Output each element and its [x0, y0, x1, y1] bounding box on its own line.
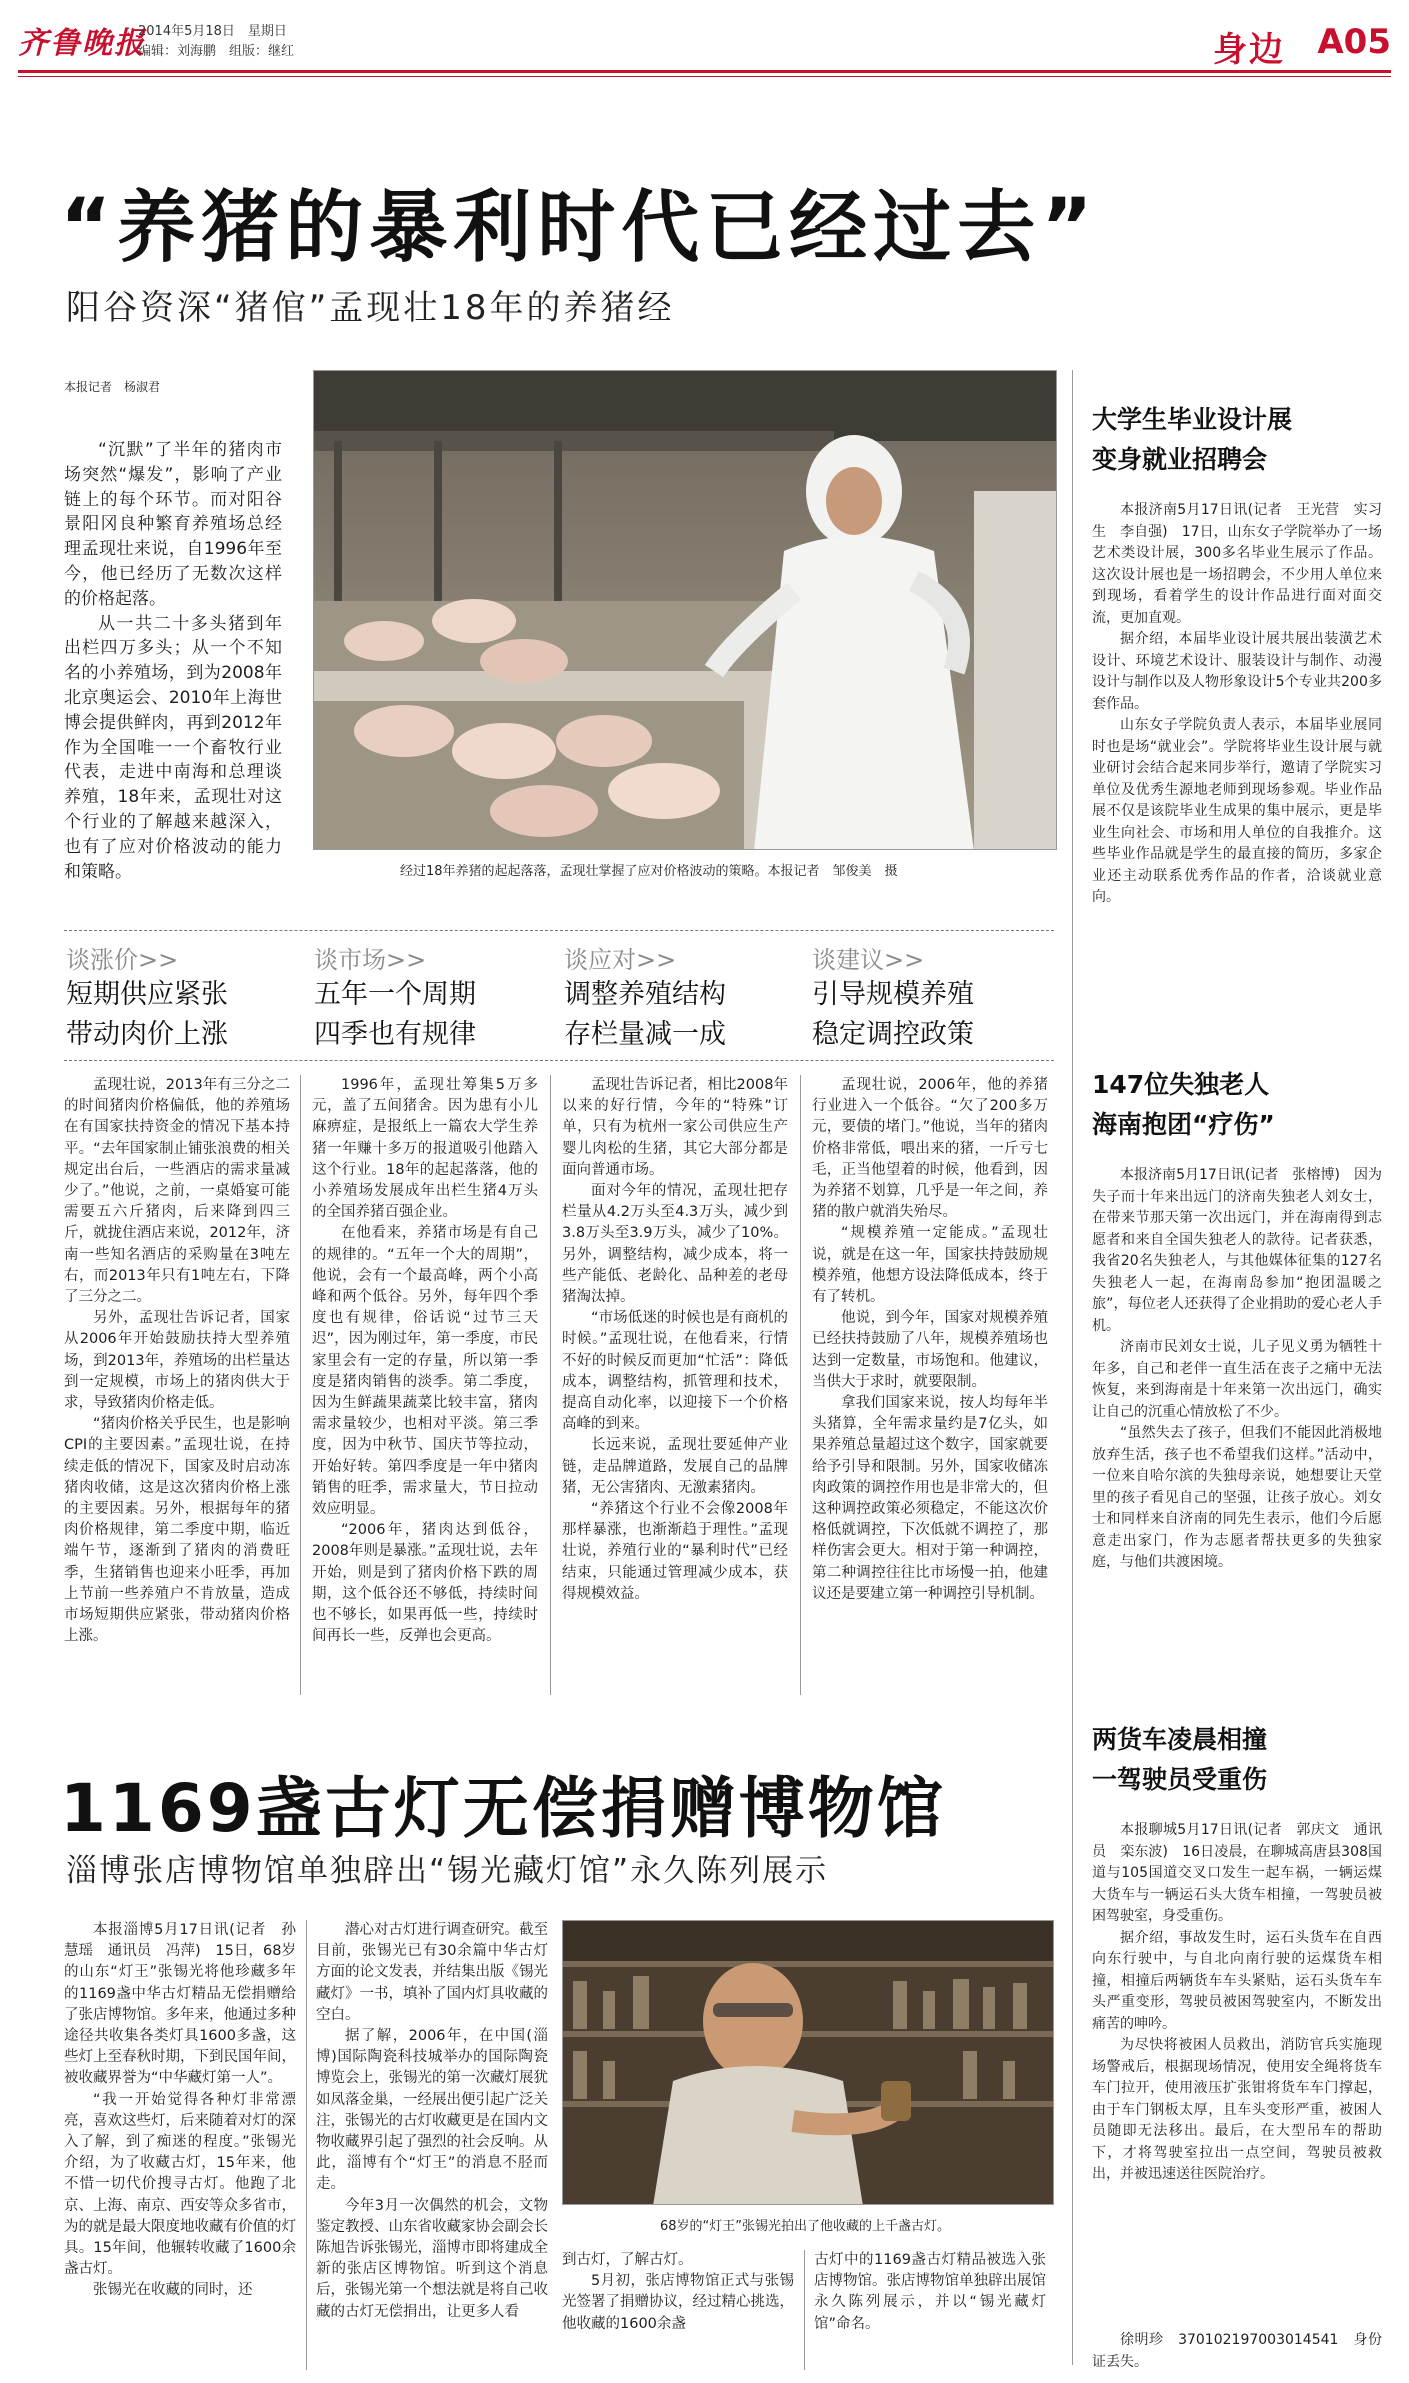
lead-paragraph: 从一共二十多头猪到年出栏四万多头；从一个不知名的小养殖场，到为2008年北京奥运会、2010年上海世博会提供鲜肉，再到2012年作为全国唯一一个畜牧行业代表，走进中南海和总理谈养殖，18年来，孟现壮对这个行业的了解越来越深入，也有了应对价格波动的能力和策略。: [64, 613, 282, 882]
story2-body-col: [562, 2250, 794, 2335]
column-rule: [550, 1075, 551, 1695]
story2-body-col: [64, 1920, 296, 2370]
sidebar-headline-line: 147位失独老人: [1092, 1070, 1270, 1099]
column-rule: [800, 1075, 801, 1695]
sidebar-headline-line: 海南抱团“疗伤”: [1092, 1110, 1275, 1139]
body-paragraph: 1996年，孟现壮筹集5万多元，盖了五间猪舍。因为患有小儿麻痹症，是报纸上一篇农大学生养猪一年赚十多万的报道吸引他踏入这个行业。18年的起起落落，他的小养殖场发展成年出栏生猪4万头的全国养猪百强企业。: [312, 1077, 538, 1221]
notice-text: 徐明珍 370102197003014541 身份证丢失。: [1092, 2332, 1382, 2370]
page-number: A05: [1317, 22, 1391, 62]
body-paragraph: 他说，到今年，国家对规模养殖已经扶持鼓励了八年，规模养殖场也达到一定数量，市场饱和。他建议，当供大于求时，就要限制。: [812, 1310, 1048, 1390]
body-paragraph: “规模养殖一定能成。”孟现壮说，就是在这一年，国家扶持鼓励规模养殖，他想方设法降低成本，终于有了转机。: [812, 1225, 1048, 1306]
sidebar-headline-line: 大学生毕业设计展: [1092, 405, 1293, 434]
masthead: [18, 18, 1391, 70]
sidebar-headline-line: 变身就业招聘会: [1092, 445, 1268, 474]
section-title: [314, 975, 476, 1055]
section-body: [64, 1075, 290, 1705]
issue-date: 2014年5月18日 星期日: [138, 24, 287, 39]
lost-id-notice: [1092, 2330, 1382, 2373]
story2-body-col: [814, 2250, 1046, 2335]
section-title-line: 短期供应紧张: [66, 979, 228, 1010]
column-rule: [804, 2250, 805, 2370]
sidebar-headline: [1092, 400, 1292, 480]
section-body: [562, 1075, 788, 1705]
story2-headline: 1169盏古灯无偿捐赠博物馆: [60, 1770, 946, 1847]
body-paragraph: 孟现壮说，2006年，他的养猪行业进入一个低谷。“欠了200多万元，要债的堵门。”他说，当年的猪肉价格非常低，喂出来的猪，一斤亏七毛，正当他望着的时候，他看到，因为养猪不划算，几乎是一年之间，养猪的散户就消失殆尽。: [812, 1077, 1048, 1221]
body-paragraph: 济南市民刘女士说，儿子见义勇为牺牲十年多，自己和老伴一直生活在丧子之痛中无法恢复，来到海南是十年来第一次出远门，确实让自己的沉重心情放松了不少。: [1092, 1339, 1382, 1420]
section-divider: [64, 930, 1054, 931]
sidebar-headline: [1092, 1065, 1275, 1145]
body-paragraph: 今年3月一次偶然的机会，文物鉴定教授、山东省收藏家协会副会长陈旭告诉张锡光，淄博市即将建成全新的张店区博物馆。听到这个消息后，张锡光第一个想法就是将自己收藏的古灯无偿捐出，让更多人看: [316, 2197, 548, 2320]
masthead-rule: [18, 70, 1391, 73]
pig-photo-caption: 经过18年养猪的起起落落，孟现壮掌握了应对价格波动的策略。本报记者 邹俊美 摄: [400, 864, 898, 879]
sidebar-headline-line: 两货车凌晨相撞: [1092, 1725, 1268, 1754]
section-divider: [64, 1060, 1054, 1061]
section-title-line: 存栏量减一成: [564, 1019, 726, 1050]
body-paragraph: 孟现壮说，2013年有三分之二的时间猪肉价格偏低，他的养殖场在有国家扶持资金的情况下基本持平。“去年国家制止铺张浪费的相关规定出台后，一些酒店的需求量减少了。”他说，之前，一桌婚宴可能需要五六斤猪肉，后来降到四三斤，就拢住酒店来说，2012年，济南一些知名酒店的采购量在3吨左右，而2013年只有1吨左右，下降了三分之二。: [64, 1077, 290, 1306]
section-title-line: 带动肉价上涨: [66, 1019, 228, 1050]
body-paragraph: “养猪这个行业不会像2008年那样暴涨，也渐渐趋于理性。”孟现壮说，养殖行业的“暴利时代”已经结束，只能通过管理减少成本，获得规模效益。: [562, 1501, 788, 1602]
lamp-collection-illustration: [563, 1921, 1054, 2205]
section-name: 身边: [1213, 30, 1285, 70]
column-rule: [300, 1075, 301, 1695]
section-body: [312, 1075, 538, 1705]
body-paragraph: 为尽快将被困人员救出，消防官兵实施现场警戒后，根据现场情况，使用安全绳将货车车门拉开，使用液压扩张钳将货车车门撑起，由于车门钢板太厚，且车头变形严重，被困人员随即无法移出。最后，在大型吊车的帮助下，才将驾驶室拉出一点空间，驾驶员被救出，并被迅速送往医院治疗。: [1092, 2037, 1382, 2182]
sidebar-body: [1092, 1165, 1382, 1695]
story1-byline: 本报记者 杨淑君: [64, 380, 161, 394]
column-rule: [306, 1920, 307, 2370]
section-title-line: 四季也有规律: [314, 1019, 476, 1050]
lamp-photo-caption: 68岁的“灯王”张锡光拍出了他收藏的上千盏古灯。: [660, 2219, 951, 2234]
story2-subheadline: 淄博张店博物馆单独辟出“锡光藏灯馆”永久陈列展示: [66, 1853, 829, 1889]
section-kicker: 谈应对>>: [564, 946, 677, 974]
body-paragraph: 在他看来，养猪市场是有自己的规律的。“五年一个大的周期”，他说，会有一个最高峰，两个小高峰和两个低谷。另外，每年四个季度也有规律，俗话说“过节三天迟”，因为刚过年，第一季度，市民家里会有一定的存量，所以第一季度是猪肉销售的淡季。第二季度，因为生鲜蔬果蔬菜比较丰富，猪肉需求量较少，也相对平淡。第三季度，因为中秋节、国庆节等拉动，开始好转。第四季度是一年中猪肉销售的旺季，需求量大，节日拉动效应明显。: [312, 1225, 538, 1518]
sidebar-headline: [1092, 1720, 1267, 1800]
story1-headline: “养猪的暴利时代已经过去”: [60, 183, 1099, 273]
body-paragraph: 面对今年的情况，孟现壮把存栏量从4.2万头至4.3万头，减少到3.8万头至3.9万头，减少了10%。另外，调整结构，减少成本，将一些产能低、老龄化、品种差的老母猪淘汰掉。: [562, 1183, 788, 1306]
body-paragraph: 本报聊城5月17日讯(记者 郭庆文 通讯员 栾东波) 16日凌晨，在聊城高唐县308国道与105国道交叉口发生一起车祸，一辆运煤大货车与一辆运石头大货车相撞，一驾驶员被困驾驶室，身受重伤。: [1092, 1822, 1382, 1924]
body-paragraph: 潜心对古灯进行调查研究。截至目前，张锡光已有30余篇中华古灯方面的论文发表，并结集出版《锡光藏灯》一书，填补了国内灯具收藏的空白。: [316, 1922, 548, 2023]
pig-farm-illustration: [314, 371, 1057, 850]
section-title-line: 五年一个周期: [314, 979, 476, 1010]
masthead-rule-thin: [18, 76, 1391, 77]
body-paragraph: “市场低迷的时候也是有商机的时候。”孟现壮说，在他看来，行情不好的时候反而更加“忙活”：降低成本，调整结构，抓管理和技术，提高自动化率，以迎接下一个价格高峰的到来。: [562, 1310, 788, 1433]
pig-farm-photo: [313, 370, 1057, 850]
body-paragraph: 另外，孟现壮告诉记者，国家从2006年开始鼓励扶持大型养殖场，到2013年，养殖场的出栏量达到一定规模，市场上的猪肉供大于求，导致猪肉价格走低。: [64, 1310, 290, 1412]
body-paragraph: “2006年，猪肉达到低谷，2008年则是暴涨。”孟现壮说，去年开始，则是到了猪肉价格下跌的周期，这个低谷还不够低，持续时间也不够长，如果再低一些，持续时间再长一些，反弹也会更高。: [312, 1522, 538, 1645]
section-title: [812, 975, 974, 1055]
body-paragraph: 到古灯，了解古灯。: [562, 2252, 693, 2268]
body-paragraph: 据介绍，事故发生时，运石头货车在自西向东行驶中，与自北向南行驶的运煤货车相撞，相撞后两辆货车车头紧贴，运石头货车车头严重变形，驾驶员被困驾驶室内，不断发出痛苦的呻吟。: [1092, 1929, 1382, 2032]
body-paragraph: “猪肉价格关乎民生，也是影响CPI的主要因素。”孟现壮说，在持续走低的情况下，国家及时启动冻猪肉收储，这是这次猪肉价格上涨的主要因素。另外，根据每年的猪肉价格规律，第二季度中期，临近端午节，逐渐到了猪肉的消费旺季，生猪销售也迎来小旺季，再加上节前一些养殖户不肯放量，造成市场短期供应紧张，带动猪肉价格上涨。: [64, 1416, 290, 1645]
body-paragraph: 拿我们国家来说，按人均每年半头猪算，全年需求量约是7亿头，如果养殖总量超过这个数字，国家就要给予引导和限制。另外，国家收储冻肉政策的调控作用也是非常大的，但这种调控政策必须稳定，不能这次价格低就调控，下次低就不调控了，那样伤害会更大。相对于第一种调控，第二种调控往往比市场慢一拍，他建议还是要建立第一种调控引导机制。: [812, 1395, 1048, 1602]
editors-line: 编辑：刘海鹏 组版：继红: [138, 44, 295, 59]
section-title-line: 调整养殖结构: [564, 979, 726, 1010]
body-paragraph: 本报淄博5月17日讯(记者 孙慧瑶 通讯员 冯萍) 15日，68岁的山东“灯王”张锡光将他珍藏多年的1169盏中华古灯精品无偿捐赠给了张店博物馆。多年来，他通过多种途径共收集各类灯具1600多盏，这些灯上至春秋时期，下到民国年间，被收藏界誉为“中华藏灯第一人”。: [64, 1922, 296, 2087]
story1-subheadline: 阳谷资深“猪倌”孟现壮18年的养猪经: [66, 288, 675, 328]
body-paragraph: 据介绍，本届毕业设计展共展出装潢艺术设计、环境艺术设计、服装设计与制作、动漫设计与制作以及人物形象设计5个专业共200多套作品。: [1092, 631, 1382, 712]
sidebar-headline-line: 一驾驶员受重伤: [1092, 1765, 1268, 1794]
body-paragraph: 本报济南5月17日讯(记者 张榕博) 因为失子而十年来出远门的济南失独老人刘女士，在带来节那天第一次出远门，并在海南得到志愿者和来自全国失独老人的款待。记者获悉，我省20名失独老人，与其他媒体征集的127名失独老人一起，在海南岛参加“抱团温暖之旅”，每位老人还获得了企业捐助的爱心老人手机。: [1092, 1167, 1382, 1334]
newspaper-logo: 齐鲁晚报: [18, 26, 146, 61]
section-title: [66, 975, 228, 1055]
section-title-line: 稳定调控政策: [812, 1019, 974, 1050]
section-kicker: 谈涨价>>: [66, 946, 179, 974]
body-paragraph: “我一开始觉得各种灯非常漂亮，喜欢这些灯，后来随着对灯的深入了解，到了痴迷的程度。”张锡光介绍，为了收藏古灯，15年来，他不惜一切代价搜寻古灯。他跑了北京、上海、南京、西安等众多省市，为的就是最大限度地收藏有价值的灯具。15年间，他辗转收藏了1600余盏古灯。: [64, 2091, 296, 2278]
body-paragraph: “虽然失去了孩子，但我们不能因此消极地放弃生活，孩子也不希望我们这样。”活动中，一位来自哈尔滨的失独母亲说，她想要让天堂里的孩子看见自己的坚强，让孩子放心。刘女士和同样来自济南的同先生表示，他们今后愿意走出家门，作为志愿者帮扶更多的失独家庭，与他们共渡困境。: [1092, 1425, 1382, 1570]
sidebar-body: [1092, 500, 1382, 1050]
section-kicker: 谈建议>>: [812, 946, 925, 974]
body-paragraph: 山东女子学院负责人表示，本届毕业展同时也是场“就业会”。学院将毕业生设计展与就业研讨会结合起来同步举行，邀请了学院实习单位及优秀生源地老师到现场参观。毕业作品展不仅是该院毕业生成果的集中展示，更是毕业生向社会、市场和用人单位的自我推介。这些毕业作品就是学生的最直接的简历，多家企业还主动联系优秀作品的作者，洽谈就业意向。: [1092, 717, 1382, 905]
section-title: [564, 975, 726, 1055]
section-kicker: 谈市场>>: [314, 946, 427, 974]
story1-lead: [64, 438, 282, 884]
sidebar-body: [1092, 1820, 1382, 2320]
section-title-line: 引导规模养殖: [812, 979, 974, 1010]
story2-body-col: [316, 1920, 548, 2370]
body-paragraph: 古灯中的1169盏古灯精品被选入张店博物馆。张店博物馆单独辟出展馆永久陈列展示，并以“锡光藏灯馆”命名。: [814, 2252, 1046, 2332]
section-body: [812, 1075, 1048, 1705]
sidebar-rule: [1072, 370, 1073, 2365]
body-paragraph: 张锡光在收藏的同时，还: [93, 2282, 253, 2299]
body-paragraph: 长远来说，孟现壮要延伸产业链，走品牌道路，发展自己的品牌猪，无公害猪肉、无激素猪肉。: [562, 1437, 788, 1496]
body-paragraph: 孟现壮告诉记者，相比2008年以来的好行情，今年的“特殊”订单，只有为杭州一家公司供应生产婴儿肉松的生猪，其它大部分都是面向普通市场。: [562, 1077, 788, 1178]
body-paragraph: 5月初，张店博物馆正式与张锡光签署了捐赠协议，经过精心挑选，他收藏的1600余盏: [562, 2273, 794, 2332]
lamp-collector-photo: [562, 1920, 1054, 2205]
body-paragraph: 据了解，2006年，在中国(淄博)国际陶瓷科技城举办的国际陶瓷博览会上，张锡光的第一次藏灯展犹如凤落金巢，一经展出便引起广泛关注，张锡光的古灯收藏更是在国内文物收藏界引起了强烈的社会反响。从此，淄博有个“灯王”的消息不胫而走。: [316, 2028, 548, 2193]
lead-paragraph: “沉默”了半年的猪肉市场突然“爆发”，影响了产业链上的每个环节。而对阳谷景阳冈良种繁育养殖场总经理孟现壮来说，自1996年至今，他已经历了无数次这样的价格起落。: [64, 440, 282, 609]
body-paragraph: 本报济南5月17日讯(记者 王光营 实习生 李自强) 17日，山东女子学院举办了一场艺术类设计展，300多名毕业生展示了作品。这次设计展也是一场招聘会，不少用人单位来到现场，看着学生的设计作品进行面对面交流，更加直观。: [1092, 502, 1382, 626]
